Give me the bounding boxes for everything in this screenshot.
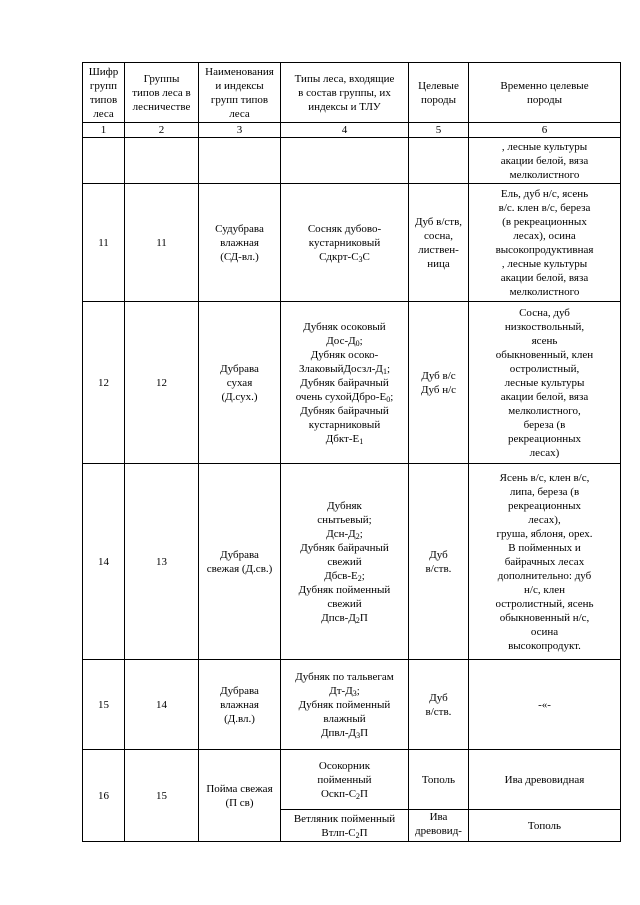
cell-line: н/с, клен (524, 583, 565, 596)
column-number: 4 (281, 123, 409, 138)
table-row (83, 750, 621, 810)
forest-type-line: Дос-$Д_0$; (326, 334, 363, 348)
temp-species-cell (469, 138, 621, 184)
table-row (83, 302, 621, 464)
types-cell (281, 660, 409, 750)
forest-type-line: Дубняк осоко- (310, 348, 379, 361)
cell-line: Дуб в/с (421, 369, 456, 382)
types-cell (281, 750, 409, 810)
types-cell (281, 464, 409, 660)
group-cell: 13 (125, 464, 199, 660)
index-subscript: 3 (352, 688, 357, 698)
cell-line: в/ств. (425, 562, 452, 575)
index-subscript: 2 (355, 830, 360, 840)
continuation-row (83, 138, 621, 184)
index-subscript: 0 (386, 394, 391, 404)
group-cell: 11 (125, 184, 199, 302)
forest-type-line: пойменный (317, 773, 372, 786)
forest-type-line: Дубняк пойменный (298, 583, 391, 596)
header-col2 (125, 63, 199, 123)
table-row (83, 184, 621, 302)
cell-line: акации белой, вяза (500, 271, 589, 284)
cell-line: (Д.вл.) (224, 712, 255, 725)
index-subscript: 1 (359, 436, 364, 446)
forest-type-line: Дубняк по тальвегам (295, 670, 394, 683)
cell-line: осина (530, 625, 559, 638)
forest-type-line: свежий (327, 555, 362, 568)
cell-line: (П св) (225, 796, 254, 809)
cell-line: породы (420, 93, 457, 106)
temp-species-cell (469, 184, 621, 302)
forest-type-line: Втлп-$С_2П$ (321, 826, 368, 840)
cell-line: мелколистного, (508, 404, 581, 417)
cell-line: Ель, дуб н/с, ясень (500, 187, 589, 200)
cell-line: мелколистного (509, 285, 580, 298)
cell-line: Целевые (418, 79, 459, 92)
cell-line: Дуб (429, 691, 448, 704)
temp-species-cell (469, 660, 621, 750)
cell-line: в/ств. (425, 705, 452, 718)
cell-line: обыкновенный н/с, (499, 611, 590, 624)
cell-line: и индексы (215, 79, 264, 92)
cell-line: Наименования (205, 65, 274, 78)
cell-line: Группы (143, 72, 180, 85)
name-cell (199, 184, 281, 302)
target-species-cell (409, 750, 469, 810)
cell-line: породы (526, 93, 563, 106)
header-col4 (281, 63, 409, 123)
forest-type-line: Дпвл-$Д_3П$ (320, 726, 369, 740)
cell-line: лесах), (528, 513, 561, 526)
cell-line: групп (89, 79, 118, 92)
cell-line: остролистный, (509, 362, 580, 375)
column-number: 5 (409, 123, 469, 138)
cell-line: свежая (Д.св.) (206, 562, 273, 575)
temp-species-cell (469, 750, 621, 810)
cell-line: сухая (226, 376, 253, 389)
header-col5 (409, 63, 469, 123)
group-cell: 15 (125, 750, 199, 842)
index-subscript: 3 (358, 254, 363, 264)
header-col1 (83, 63, 125, 123)
forest-type-line: Осокорник (318, 759, 371, 772)
cell-line: рекреационных (507, 432, 582, 445)
types-cell (281, 184, 409, 302)
cell-line: акации белой, вяза (500, 390, 589, 403)
index-subscript: 0 (355, 338, 360, 348)
forest-type-line: Сдкрт-$С_3С$ (319, 250, 370, 264)
column-number: 1 (83, 123, 125, 138)
cell-line: Типы леса, входящие (294, 72, 395, 85)
cell-line: Временно целевые (500, 79, 589, 92)
forest-type-line: свежий (327, 597, 362, 610)
header-col3 (199, 63, 281, 123)
column-numbers-row (83, 123, 621, 138)
cell-line: сосна, (423, 229, 454, 242)
index-subscript: 2 (357, 573, 362, 583)
forest-type-line: Дубняк (327, 499, 362, 512)
cell-line: (Д.сух.) (221, 390, 258, 403)
cell-line: липа, береза (в (509, 485, 580, 498)
cell-line: В пойменных и (508, 541, 581, 554)
forest-type-line: очень сухойДбро-$Е_0$; (295, 390, 394, 404)
header-col6 (469, 63, 621, 123)
target-species-cell (409, 302, 469, 464)
forest-type-line: Дубняк байрачный (300, 541, 389, 554)
cell-line: леса (229, 107, 250, 120)
header-row (83, 63, 621, 123)
cell-line: береза (в (523, 418, 566, 431)
column-number: 6 (469, 123, 621, 138)
target-species-cell (409, 184, 469, 302)
shifr-cell: 15 (83, 660, 125, 750)
forest-type-line: Дубняк осоковый (303, 320, 386, 333)
types-cell (281, 302, 409, 464)
cell-line: в/с. клен в/с, береза (498, 201, 591, 214)
target-species-cell (409, 810, 469, 842)
types-cell (281, 810, 409, 842)
cell-line: Тополь (527, 819, 562, 832)
shifr-cell: 12 (83, 302, 125, 464)
forest-type-line: кустарниковый (308, 418, 381, 431)
cell-line: лесные культуры (504, 376, 585, 389)
cell-line: Дуб н/с (420, 383, 457, 396)
shifr-cell: 14 (83, 464, 125, 660)
cell-line: Ива древовидная (504, 773, 585, 786)
forest-type-line: снытьевый; (317, 513, 372, 526)
group-cell: 14 (125, 660, 199, 750)
cell-line: Ива (429, 811, 448, 823)
forest-type-line: Дпсв-$Д_2П$ (321, 611, 368, 625)
cell-line: влажная (220, 698, 259, 711)
cell-line: групп типов (210, 93, 269, 106)
group-cell: 12 (125, 302, 199, 464)
cell-line: груша, яблоня, орех. (496, 527, 593, 540)
cell-line: обыкновенный, клен (495, 348, 594, 361)
cell-line: листвен- (418, 243, 459, 256)
cell-line: байрачных лесах (504, 555, 585, 568)
index-subscript: 3 (356, 730, 361, 740)
cell-line: влажная (220, 236, 259, 249)
cell-line: низкоствольный, (504, 320, 585, 333)
cell-line: лесах) (529, 446, 560, 459)
cell-line: Сосна, дуб (519, 306, 570, 319)
cell-line: лесничестве (132, 100, 191, 113)
cell-line: Шифр (88, 65, 119, 78)
cell-line: ница (427, 257, 450, 270)
cell-line: -«- (538, 698, 551, 711)
cell-line: индексы и ТЛУ (308, 100, 381, 113)
cell-line: типов леса в (132, 86, 191, 99)
column-number: 3 (199, 123, 281, 138)
shifr-cell: 16 (83, 750, 125, 842)
cell-line: в состав группы, их (298, 86, 391, 99)
cell-line: Дуб (429, 548, 448, 561)
forest-type-line: Дбкт-$Е_1$ (325, 432, 364, 446)
forest-type-line: $Дт-Д_3$; (329, 684, 360, 698)
forest-type-line: Дубняк байрачный (300, 404, 389, 417)
cell-line: рекреационных (507, 499, 582, 512)
cell-line: Пойма свежая (206, 782, 273, 795)
temp-species-cell (469, 302, 621, 464)
index-subscript: 1 (382, 366, 387, 376)
target-species-cell (409, 660, 469, 750)
name-cell (199, 750, 281, 842)
forest-type-line: Сосняк дубово- (307, 222, 382, 235)
forest-type-line: Оскп-$С_2П$ (320, 787, 368, 801)
cell-line: , лесные культуры (501, 140, 588, 153)
target-species-cell (409, 464, 469, 660)
name-cell (199, 660, 281, 750)
cell-line: , лесные культуры (501, 257, 588, 270)
index-subscript: 2 (355, 615, 360, 625)
cell-line: мелколистного (509, 168, 580, 181)
cell-line: акации белой, вяза (500, 154, 589, 167)
cell-line: Ясень в/с, клен в/с, (499, 471, 590, 484)
name-cell (199, 302, 281, 464)
forest-type-line: Дбсв-$Е_2$; (324, 569, 365, 583)
cell-line: Дубрава (220, 684, 259, 697)
cell-line: Дубрава (220, 548, 259, 561)
forest-type-line: Дубняк байрачный (300, 376, 389, 389)
forest-type-line: Дубняк пойменный (298, 698, 391, 711)
cell-line: древовид- (415, 825, 462, 837)
cell-line: (в рекреационных (502, 215, 587, 228)
forest-types-table (82, 62, 621, 842)
forest-type-line: ЗлаковыйДосзл-$Д_1$; (299, 362, 390, 376)
index-subscript: 2 (356, 791, 361, 801)
cell-line: Дубрава (220, 362, 259, 375)
forest-type-line: влажный (323, 712, 366, 725)
table-row (83, 660, 621, 750)
column-number: 2 (125, 123, 199, 138)
name-cell (199, 464, 281, 660)
index-subscript: 2 (355, 531, 360, 541)
shifr-cell: 11 (83, 184, 125, 302)
cell-line: лесах), осина (513, 229, 576, 242)
cell-line: Тополь (421, 773, 456, 786)
temp-species-cell (469, 810, 621, 842)
forest-type-line: Дсн-$Д_2$; (326, 527, 363, 541)
table-row (83, 464, 621, 660)
cell-line: (СД-вл.) (220, 250, 259, 263)
cell-line: ясень (531, 334, 558, 347)
cell-line: леса (93, 107, 114, 120)
cell-line: высокопродуктивная (495, 243, 594, 256)
cell-line: Дуб в/ств, (414, 215, 463, 228)
forest-type-line: кустарниковый (308, 236, 381, 249)
cell-line: типов (89, 93, 118, 106)
cell-line: дополнительно: дуб (497, 569, 592, 582)
cell-line: высокопродукт. (508, 639, 581, 652)
cell-line: Судубрава (215, 222, 264, 235)
cell-line: остролистный, ясень (495, 597, 594, 610)
temp-species-cell (469, 464, 621, 660)
forest-type-line: Ветляник пойменный (293, 812, 396, 825)
